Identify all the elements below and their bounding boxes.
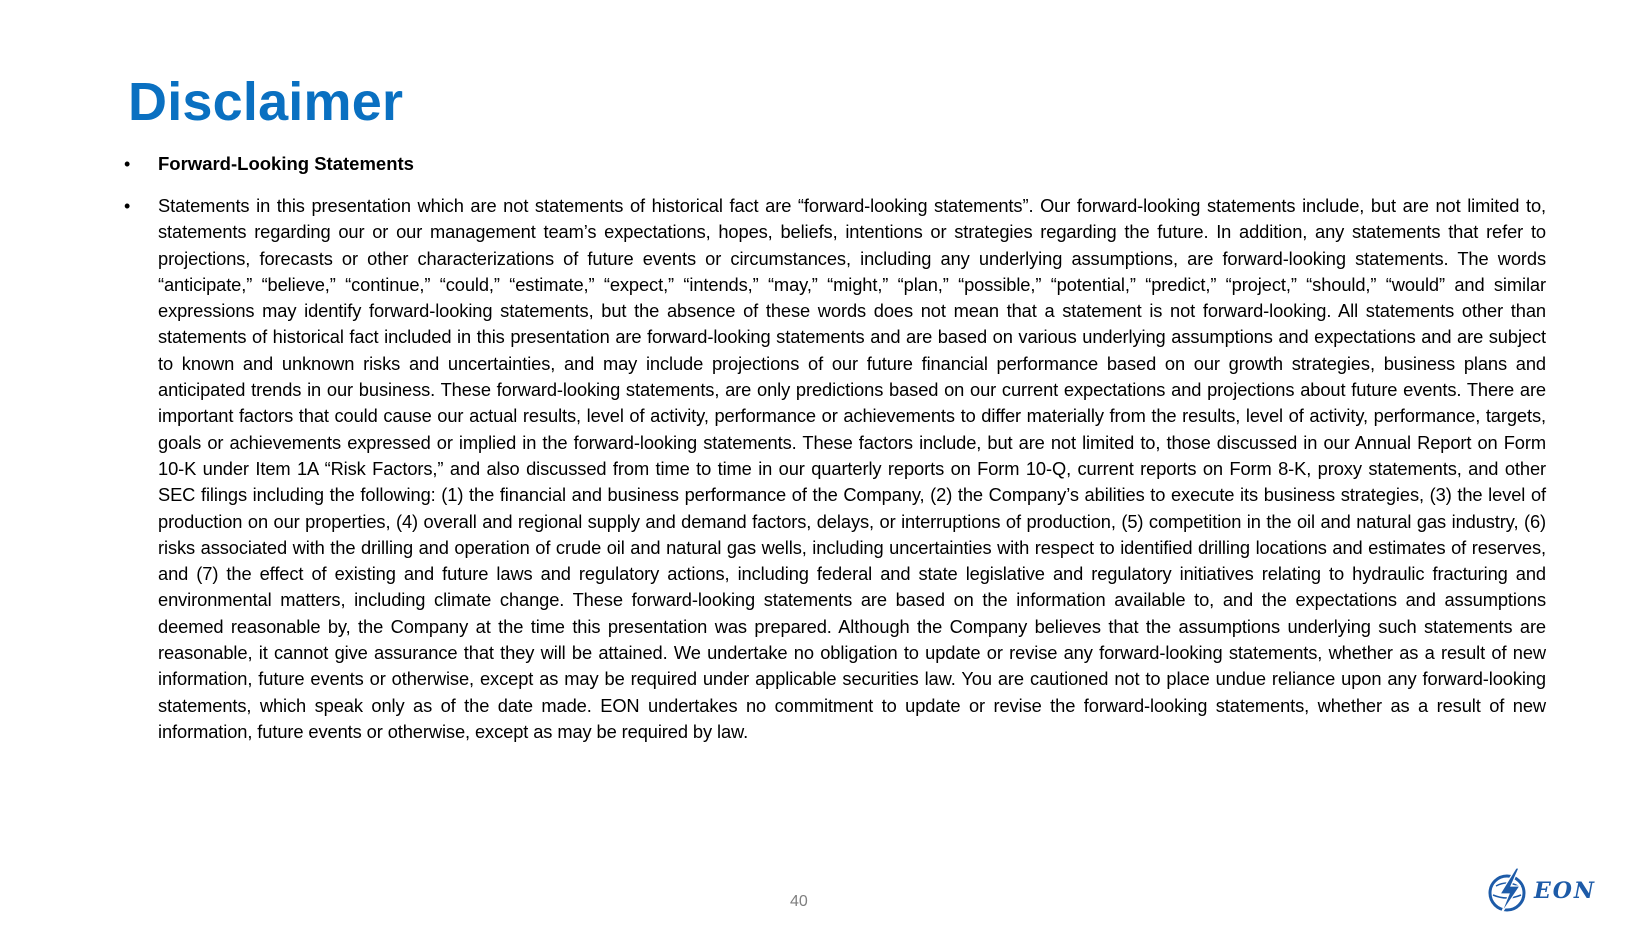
lightning-bolt-globe-icon bbox=[1486, 866, 1532, 916]
logo-wordmark: EON bbox=[1534, 878, 1597, 904]
page-number: 40 bbox=[790, 893, 808, 910]
page-title: Disclaimer bbox=[128, 72, 404, 132]
section-heading: Forward-Looking Statements bbox=[158, 153, 414, 174]
disclaimer-paragraph: Statements in this presentation which are not statements of historical fact are “forward-looking statements”. Our forward-looking statements include, but are not limited to, statements regarding our or our management team’s expectations, hopes, beliefs, intentions or strategies regarding the future. In addition, any statements that refer to projections, forecasts or other characterizations of future events or circumstances, including any underlying assumptions, are forward-looking statements. The words “anticipate,” “believe,” “continue,” “could,” “estimate,” “expect,” “intends,” “may,” “might,” “plan,” “possible,” “potential,” “predict,” “project,” “should,” “would” and similar expressions may identify forward-looking statements, but the absence of these words does not mean that a statement is not forward-looking. All statements other than statements of historical fact included in this presentation are forward-looking statements and are based on various underlying assumptions and expectations and are subject to known and unknown risks and uncertainties, and may include projections of our future financial performance based on our growth strategies, business plans and anticipated trends in our business. These forward-looking statements, are only predictions based on our current expectations and projections about future events. There are important factors that could cause our actual results, level of activity, performance or achievements to differ materially from the results, level of activity, performance, targets, goals or achievements expressed or implied in the forward-looking statements. These factors include, but are not limited to, those discussed in our Annual Report on Form 10-K under Item 1A “Risk Factors,” and also discussed from time to time in our quarterly reports on Form 10-Q, current reports on Form 8-K, proxy statements, and other SEC filings including the following: (1) the financial and business performance of the Company, (2) the Company’s abilities to execute its business strategies, (3) the level of production on our properties, (4) overall and regional supply and demand factors, delays, or interruptions of production, (5) competition in the oil and natural gas industry, (6) risks associated with the drilling and operation of crude oil and natural gas wells, including uncertainties with respect to identified drilling locations and estimates of reserves, and (7) the effect of existing and future laws and regulatory actions, including federal and state legislative and regulatory initiatives relating to hydraulic fracturing and environmental matters, including climate change. These forward-looking statements are based on the information available to, and the expectations and assumptions deemed reasonable by, the Company at the time this presentation was prepared. Although the Company believes that the assumptions underlying such statements are reasonable, it cannot give assurance that they will be attained. We undertake no obligation to update or revise any forward-looking statements, whether as a result of new information, future events or otherwise, except as may be required under applicable securities law. You are cautioned not to place undue reliance upon any forward-looking statements, which speak only as of the date made. EON undertakes no commitment to update or revise the forward-looking statements, whether as a result of new information, future events or otherwise, except as may be required by law. bbox=[158, 195, 1546, 742]
bullet-item-heading bbox=[124, 151, 1546, 177]
bullet-marker: • bbox=[124, 196, 131, 216]
bullet-marker: • bbox=[124, 154, 131, 174]
bullet-item-body bbox=[124, 193, 1546, 745]
company-logo bbox=[1486, 866, 1610, 916]
